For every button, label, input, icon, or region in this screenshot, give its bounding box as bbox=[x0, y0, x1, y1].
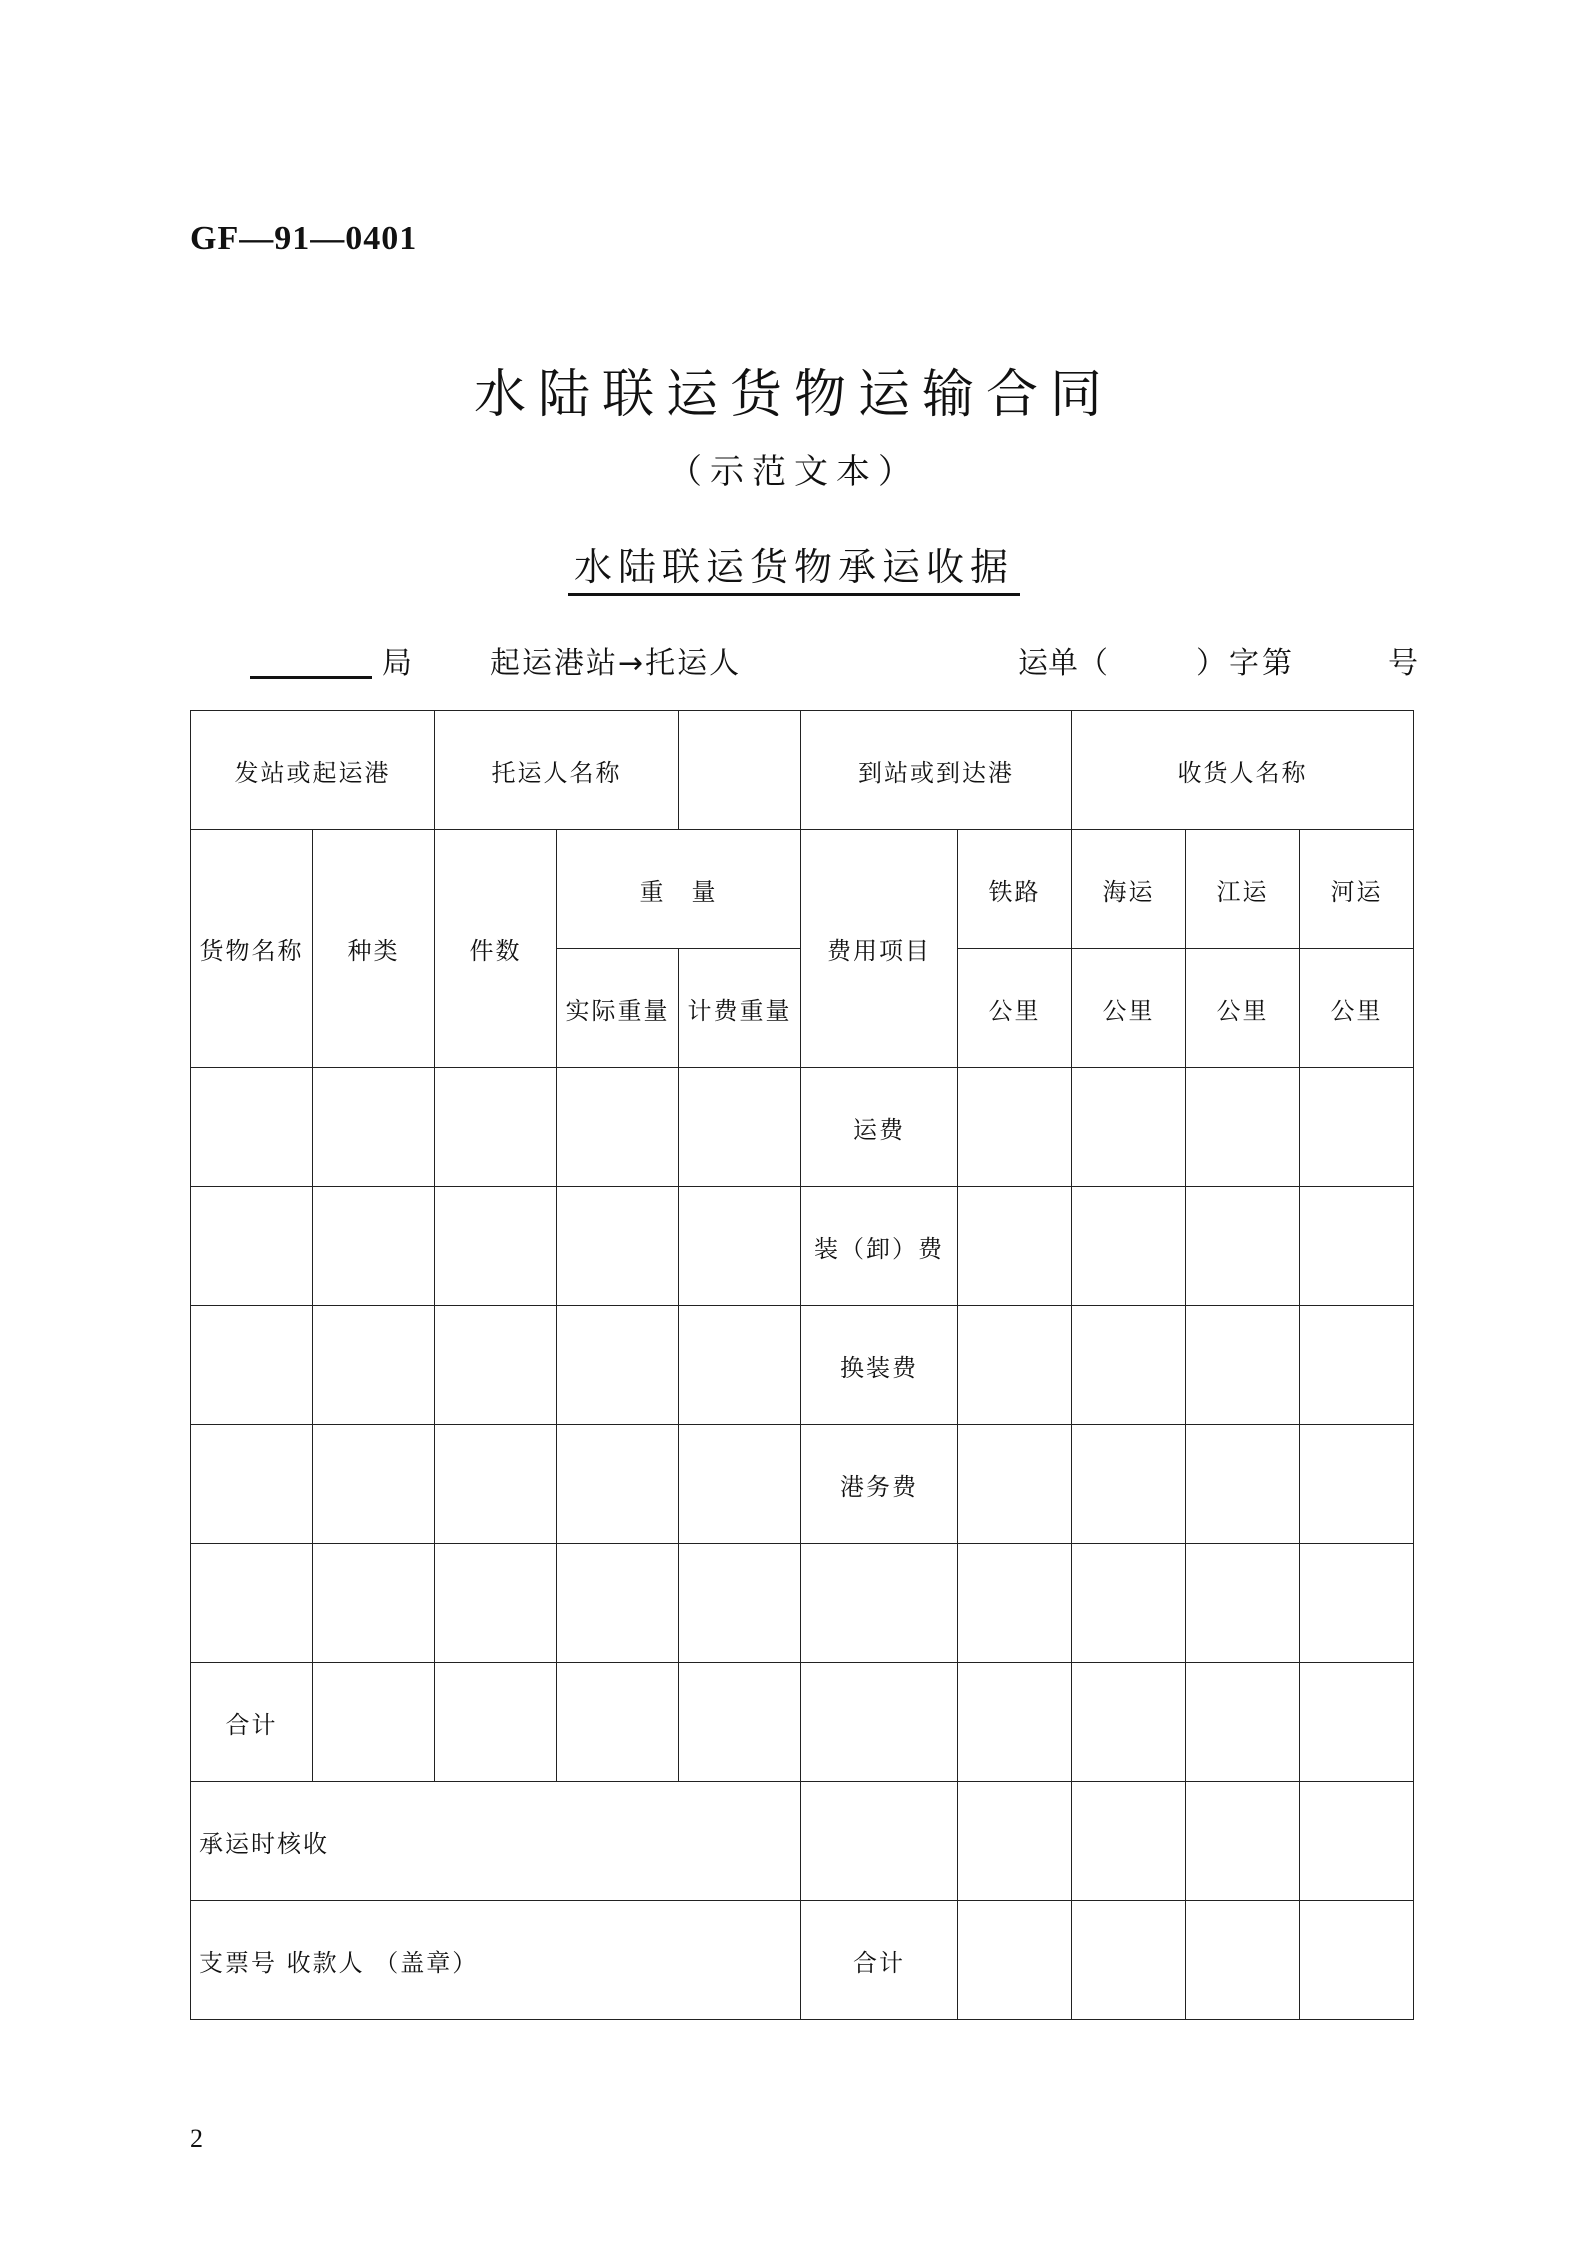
category-cell[interactable] bbox=[313, 1068, 435, 1187]
fee-cell[interactable] bbox=[1072, 1306, 1186, 1425]
page-number: 2 bbox=[190, 2124, 203, 2153]
actual-weight-cell[interactable] bbox=[557, 1068, 679, 1187]
pieces-cell[interactable] bbox=[435, 1544, 557, 1663]
goods-cell[interactable] bbox=[191, 1068, 313, 1187]
fee-total-cell[interactable] bbox=[1072, 1901, 1186, 2020]
actual-weight-header: 实际重量 bbox=[557, 949, 679, 1068]
receipt-title bbox=[0, 536, 1588, 591]
goods-cell[interactable] bbox=[191, 1306, 313, 1425]
fee-cell[interactable] bbox=[1300, 1425, 1414, 1544]
fee-cell[interactable] bbox=[1072, 1663, 1186, 1782]
pieces-cell[interactable] bbox=[435, 1068, 557, 1187]
railway-header: 铁路 bbox=[958, 830, 1072, 949]
charged-weight-cell[interactable] bbox=[679, 1068, 801, 1187]
fee-cell[interactable] bbox=[1300, 1187, 1414, 1306]
goods-cell[interactable] bbox=[191, 1544, 313, 1663]
payment-label: 支票号 收款人 （盖章） bbox=[191, 1901, 801, 2020]
fee-cell[interactable] bbox=[1072, 1782, 1186, 1901]
category-cell[interactable] bbox=[313, 1544, 435, 1663]
fee-cell[interactable] bbox=[1072, 1544, 1186, 1663]
total-cell[interactable] bbox=[435, 1663, 557, 1782]
fee-cell[interactable] bbox=[958, 1306, 1072, 1425]
direction-label: 起运港站→托运人 bbox=[490, 646, 742, 681]
fee-cell[interactable] bbox=[1186, 1782, 1300, 1901]
category-cell[interactable] bbox=[313, 1425, 435, 1544]
table-row bbox=[191, 830, 1414, 949]
fee-label-blank[interactable] bbox=[801, 1544, 958, 1663]
verify-label: 承运时核收 bbox=[191, 1782, 801, 1901]
category-header: 种类 bbox=[313, 830, 435, 1068]
railway-km-header: 公里 bbox=[958, 949, 1072, 1068]
pieces-cell[interactable] bbox=[435, 1425, 557, 1544]
fee-item-header: 费用项目 bbox=[801, 830, 958, 1068]
category-cell[interactable] bbox=[313, 1306, 435, 1425]
fee-label-blank[interactable] bbox=[801, 1663, 958, 1782]
goods-cell[interactable] bbox=[191, 1425, 313, 1544]
total-label: 合计 bbox=[191, 1663, 313, 1782]
document-code: GF—91—0401 bbox=[190, 220, 418, 257]
goods-cell[interactable] bbox=[191, 1187, 313, 1306]
bureau-label: 局 bbox=[382, 646, 412, 681]
fee-cell[interactable] bbox=[958, 1663, 1072, 1782]
fee-cell[interactable] bbox=[958, 1782, 1072, 1901]
waybill-word-label: ）字第 bbox=[1196, 646, 1295, 681]
fee-cell[interactable] bbox=[1186, 1544, 1300, 1663]
yangtze-header: 江运 bbox=[1186, 830, 1300, 949]
total-cell[interactable] bbox=[313, 1663, 435, 1782]
document-subtitle: （示范文本） bbox=[668, 452, 920, 492]
sea-km-header: 公里 bbox=[1072, 949, 1186, 1068]
goods-name-header: 货物名称 bbox=[191, 830, 313, 1068]
table-row bbox=[191, 711, 1414, 830]
actual-weight-cell[interactable] bbox=[557, 1187, 679, 1306]
charged-weight-cell[interactable] bbox=[679, 1306, 801, 1425]
table-row bbox=[191, 1663, 1414, 1782]
fee-cell[interactable] bbox=[1186, 1187, 1300, 1306]
document-title: 水陆联运货物运输合同 bbox=[473, 365, 1114, 425]
river-km-header: 公里 bbox=[1300, 949, 1414, 1068]
waybill-number-label: 号 bbox=[1388, 646, 1418, 681]
fee-total-label: 合计 bbox=[801, 1901, 958, 2020]
waybill-prefix: 运单（ bbox=[1018, 646, 1108, 681]
fee-cell[interactable] bbox=[1072, 1425, 1186, 1544]
pieces-header: 件数 bbox=[435, 830, 557, 1068]
charged-weight-cell[interactable] bbox=[679, 1544, 801, 1663]
fee-cell[interactable] bbox=[1300, 1663, 1414, 1782]
receipt-title-text: 水陆联运货物承运收据 bbox=[568, 545, 1020, 596]
fee-cell[interactable] bbox=[1186, 1068, 1300, 1187]
river-header: 河运 bbox=[1300, 830, 1414, 949]
fee-cell[interactable] bbox=[1300, 1068, 1414, 1187]
fee-cell[interactable] bbox=[1186, 1425, 1300, 1544]
fee-cell[interactable] bbox=[958, 1068, 1072, 1187]
total-cell[interactable] bbox=[557, 1663, 679, 1782]
table-row bbox=[191, 1306, 1414, 1425]
fee-cell[interactable] bbox=[958, 1187, 1072, 1306]
pieces-cell[interactable] bbox=[435, 1306, 557, 1425]
table-row bbox=[191, 1425, 1414, 1544]
fee-cell[interactable] bbox=[1072, 1187, 1186, 1306]
table-row bbox=[191, 1782, 1414, 1901]
receipt-table bbox=[190, 710, 1414, 2020]
shipper-name-cell[interactable] bbox=[679, 711, 801, 830]
fee-label-transshipment: 换装费 bbox=[801, 1306, 958, 1425]
fee-total-cell[interactable] bbox=[1186, 1901, 1300, 2020]
fee-cell[interactable] bbox=[1186, 1306, 1300, 1425]
fee-cell[interactable] bbox=[1072, 1068, 1186, 1187]
fee-label-freight: 运费 bbox=[801, 1068, 958, 1187]
fee-label-loading: 装（卸）费 bbox=[801, 1187, 958, 1306]
actual-weight-cell[interactable] bbox=[557, 1306, 679, 1425]
table-row bbox=[191, 1068, 1414, 1187]
weight-header: 重 量 bbox=[557, 830, 801, 949]
origin-header: 发站或起运港 bbox=[191, 711, 435, 830]
charged-weight-header: 计费重量 bbox=[679, 949, 801, 1068]
sea-header: 海运 bbox=[1072, 830, 1186, 949]
destination-header: 到站或到达港 bbox=[801, 711, 1072, 830]
table-row bbox=[191, 1187, 1414, 1306]
table-row bbox=[191, 1901, 1414, 2020]
category-cell[interactable] bbox=[313, 1187, 435, 1306]
fee-total-cell[interactable] bbox=[1300, 1901, 1414, 2020]
fee-cell[interactable] bbox=[1300, 1782, 1414, 1901]
yangtze-km-header: 公里 bbox=[1186, 949, 1300, 1068]
fee-cell[interactable] bbox=[1300, 1544, 1414, 1663]
fee-label-blank[interactable] bbox=[801, 1782, 958, 1901]
fee-cell[interactable] bbox=[958, 1544, 1072, 1663]
fee-total-cell[interactable] bbox=[958, 1901, 1072, 2020]
shipper-name-header: 托运人名称 bbox=[435, 711, 679, 830]
fee-cell[interactable] bbox=[1186, 1663, 1300, 1782]
charged-weight-cell[interactable] bbox=[679, 1187, 801, 1306]
receipt-header-line bbox=[190, 638, 1418, 682]
bureau-blank-line bbox=[250, 676, 372, 679]
pieces-cell[interactable] bbox=[435, 1187, 557, 1306]
consignee-name-header: 收货人名称 bbox=[1072, 711, 1414, 830]
charged-weight-cell[interactable] bbox=[679, 1425, 801, 1544]
actual-weight-cell[interactable] bbox=[557, 1544, 679, 1663]
actual-weight-cell[interactable] bbox=[557, 1425, 679, 1544]
fee-cell[interactable] bbox=[958, 1425, 1072, 1544]
total-cell[interactable] bbox=[679, 1663, 801, 1782]
table-row bbox=[191, 1544, 1414, 1663]
fee-cell[interactable] bbox=[1300, 1306, 1414, 1425]
fee-label-port-dues: 港务费 bbox=[801, 1425, 958, 1544]
